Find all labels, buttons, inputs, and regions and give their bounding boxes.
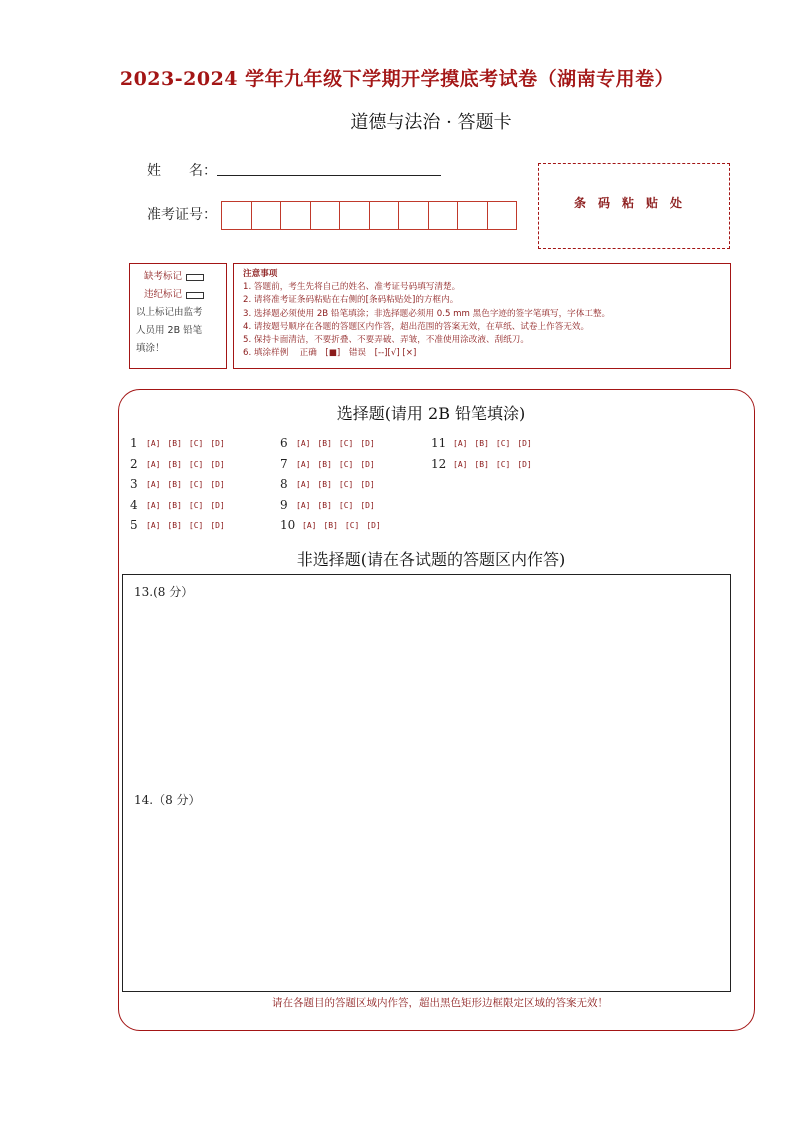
id-digit-box[interactable]	[457, 201, 488, 230]
notes-item: 2. 请将准考证条码粘贴在右侧的[条码粘贴处]的方框内。	[243, 295, 459, 306]
choice-option-bubble[interactable]: [D]	[517, 438, 532, 448]
choice-question	[280, 518, 381, 532]
choice-question	[280, 457, 375, 471]
barcode-label: 条码粘贴处	[573, 196, 694, 210]
choice-option-bubble[interactable]: [C]	[338, 500, 354, 510]
violation-mark[interactable]: 违纪标记	[144, 286, 220, 304]
notes-item: 3. 选择题必须使用 2B 铅笔填涂；非选择题必须用 0.5 mm 黑色字迹的签字笔填写，字体工整。	[243, 308, 611, 319]
choice-option-bubble[interactable]: [A]	[296, 500, 311, 510]
choice-option-bubble[interactable]: [D]	[210, 500, 225, 510]
marks-note-3: 填涂！	[136, 343, 165, 354]
choice-question	[280, 498, 375, 512]
choice-option-bubble[interactable]: [B]	[317, 479, 332, 489]
choice-option-bubble[interactable]: [C]	[495, 438, 511, 448]
choice-question-number: 2	[130, 457, 138, 471]
id-digit-box[interactable]	[487, 201, 518, 230]
choice-option-bubble[interactable]: [A]	[146, 479, 161, 489]
absent-checkbox[interactable]	[186, 274, 204, 281]
choice-question-number: 6	[280, 436, 288, 450]
choice-option-bubble[interactable]: [A]	[296, 459, 311, 469]
notes-title: 注意事项	[243, 269, 278, 279]
choice-question	[130, 518, 225, 532]
id-digit-box[interactable]	[398, 201, 429, 230]
choice-question-number: 1	[130, 436, 138, 450]
choice-option-bubble[interactable]: [C]	[338, 459, 354, 469]
choice-question	[130, 436, 225, 450]
absent-mark[interactable]: 缺考标记	[144, 268, 220, 286]
choice-option-bubble[interactable]: [B]	[317, 459, 332, 469]
choice-option-bubble[interactable]: [A]	[302, 520, 317, 530]
question-13-label: 13.(8 分）	[134, 585, 194, 599]
choice-option-bubble[interactable]: [C]	[188, 520, 204, 530]
choice-question-number: 4	[130, 498, 138, 512]
barcode-area	[538, 163, 730, 249]
choice-question-number: 11	[431, 436, 447, 450]
choice-question	[280, 477, 375, 491]
choice-option-bubble[interactable]: [C]	[338, 479, 354, 489]
name-label: 姓 名：	[147, 163, 217, 179]
choice-question	[280, 436, 375, 450]
id-digit-box[interactable]	[339, 201, 370, 230]
footer-warning: 请在各题目的答题区域内作答，超出黑色矩形边框限定区域的答案无效！	[272, 997, 608, 1009]
choice-option-bubble[interactable]: [C]	[188, 438, 204, 448]
choice-option-bubble[interactable]: [D]	[366, 520, 381, 530]
marks-note-2: 人员用 2B 铅笔	[136, 325, 203, 336]
id-digit-box[interactable]	[221, 201, 252, 230]
choice-question	[130, 457, 225, 471]
id-digit-box[interactable]	[369, 201, 400, 230]
choice-option-bubble[interactable]: [D]	[210, 438, 225, 448]
choice-question	[130, 477, 225, 491]
marks-note-1: 以上标记由监考	[136, 307, 203, 318]
page-title: 2023-2024 学年九年级下学期开学摸底考试卷（湖南专用卷）	[119, 68, 675, 90]
open-answer-box[interactable]	[122, 574, 731, 992]
choice-question-number: 10	[280, 518, 296, 532]
notes-item: 1. 答题前，考生先将自己的姓名、准考证号码填写清楚。	[243, 282, 461, 293]
id-digit-box[interactable]	[280, 201, 311, 230]
choice-option-bubble[interactable]: [D]	[210, 520, 225, 530]
id-digit-box[interactable]	[251, 201, 282, 230]
choice-option-bubble[interactable]: [B]	[167, 520, 182, 530]
choice-question-number: 5	[130, 518, 138, 532]
choice-option-bubble[interactable]: [B]	[474, 459, 489, 469]
choice-option-bubble[interactable]: [A]	[296, 438, 311, 448]
choice-option-bubble[interactable]: [C]	[344, 520, 360, 530]
notes-item: 5. 保持卡面清洁，不要折叠、不要弄破、弄皱，不准使用涂改液、刮纸刀。	[243, 335, 529, 346]
id-digit-box[interactable]	[428, 201, 459, 230]
choice-option-bubble[interactable]: [A]	[296, 479, 311, 489]
choice-option-bubble[interactable]: [A]	[453, 438, 468, 448]
notes-item: 4. 请按题号顺序在各题的答题区内作答，超出范围的答案无效，在草纸、试卷上作答无效。	[243, 321, 590, 332]
choice-option-bubble[interactable]: [B]	[323, 520, 338, 530]
notes-item: 6. 填涂样例 正确 [■] 错误 [--][√] [×]	[243, 348, 417, 359]
choice-option-bubble[interactable]: [D]	[360, 479, 375, 489]
choice-option-bubble[interactable]: [C]	[495, 459, 511, 469]
page-subtitle: 道德与法治 · 答题卡	[350, 112, 512, 133]
choice-option-bubble[interactable]: [A]	[146, 500, 161, 510]
choice-option-bubble[interactable]: [B]	[167, 479, 182, 489]
open-section-title: 非选择题(请在各试题的答题区内作答)	[296, 550, 566, 569]
violation-checkbox[interactable]	[186, 292, 204, 299]
choice-option-bubble[interactable]: [D]	[360, 500, 375, 510]
choice-option-bubble[interactable]: [B]	[317, 438, 332, 448]
choice-question-number: 9	[280, 498, 288, 512]
choice-option-bubble[interactable]: [A]	[146, 459, 161, 469]
marks-box	[129, 263, 227, 369]
choice-section-title: 选择题(请用 2B 铅笔填涂)	[336, 404, 526, 423]
choice-option-bubble[interactable]: [D]	[210, 459, 225, 469]
choice-option-bubble[interactable]: [C]	[188, 459, 204, 469]
choice-question-number: 7	[280, 457, 288, 471]
choice-question-number: 3	[130, 477, 138, 491]
choice-option-bubble[interactable]: [B]	[474, 438, 489, 448]
choice-option-bubble[interactable]: [B]	[317, 500, 332, 510]
choice-option-bubble[interactable]: [C]	[338, 438, 354, 448]
id-number-boxes[interactable]	[222, 201, 517, 229]
choice-option-bubble[interactable]: [D]	[210, 479, 225, 489]
choice-option-bubble[interactable]: [C]	[188, 500, 204, 510]
id-digit-box[interactable]	[310, 201, 341, 230]
choice-question	[431, 457, 532, 471]
choice-option-bubble[interactable]: [A]	[453, 459, 468, 469]
choice-question-number: 12	[431, 457, 447, 471]
choice-option-bubble[interactable]: [D]	[360, 438, 375, 448]
id-label: 准考证号：	[147, 207, 217, 223]
name-field[interactable]	[217, 175, 441, 176]
choice-question-number: 8	[280, 477, 288, 491]
question-14-label: 14.（8 分）	[134, 793, 201, 807]
choice-option-bubble[interactable]: [A]	[146, 520, 161, 530]
choice-option-bubble[interactable]: [B]	[167, 438, 182, 448]
notes-box	[233, 263, 731, 369]
choice-option-bubble[interactable]: [A]	[146, 438, 161, 448]
choice-option-bubble[interactable]: [D]	[517, 459, 532, 469]
choice-option-bubble[interactable]: [B]	[167, 500, 182, 510]
choice-question	[431, 436, 532, 450]
choice-option-bubble[interactable]: [B]	[167, 459, 182, 469]
choice-question	[130, 498, 225, 512]
choice-option-bubble[interactable]: [D]	[360, 459, 375, 469]
choice-option-bubble[interactable]: [C]	[188, 479, 204, 489]
